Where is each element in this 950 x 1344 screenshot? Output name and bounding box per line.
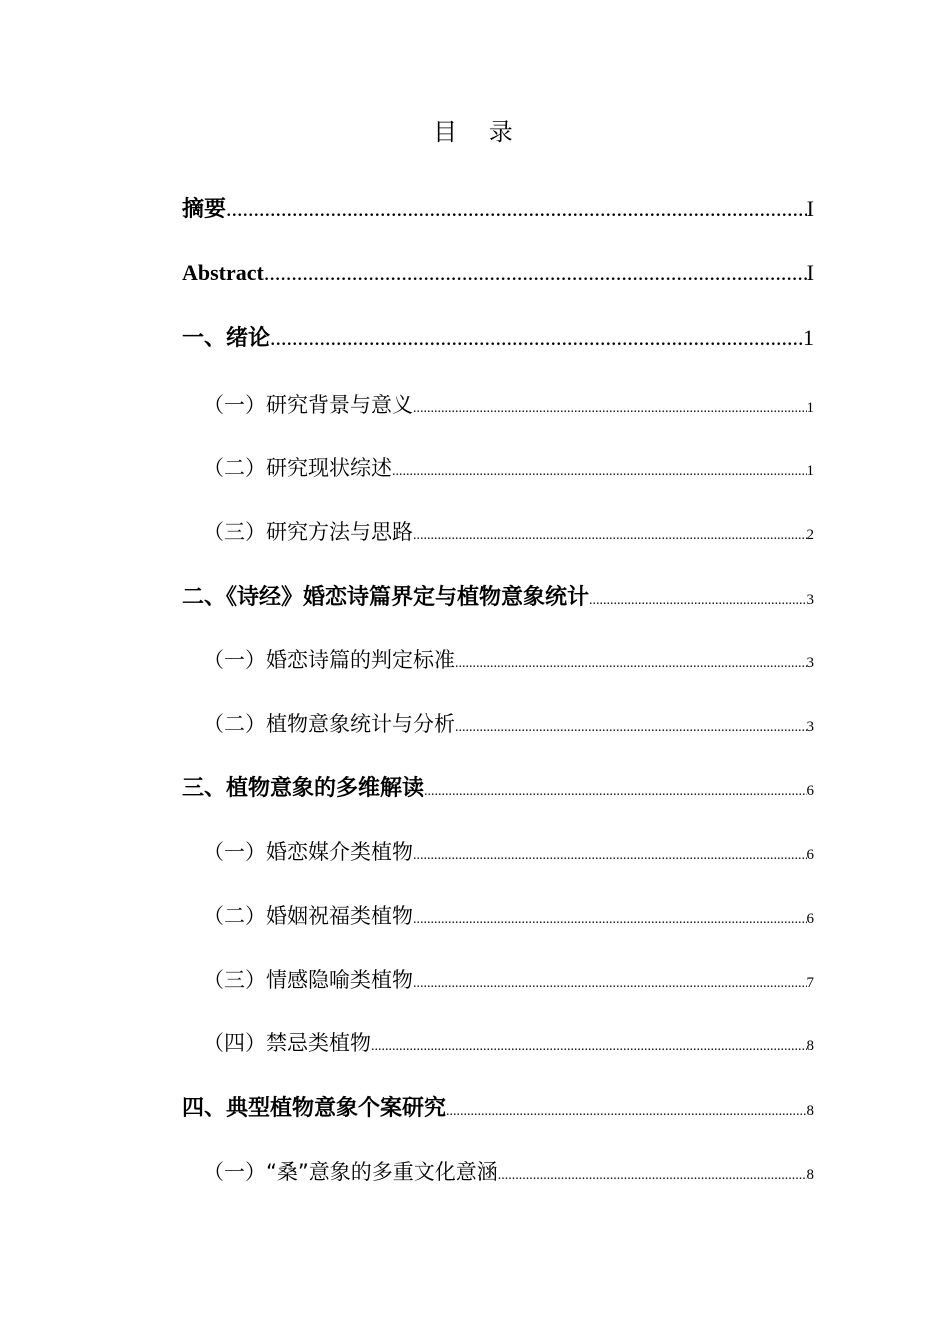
toc-page-number: 1: [806, 463, 814, 479]
toc-page-number: 1: [806, 400, 814, 416]
dot-leader: [270, 321, 803, 355]
toc-page-number: I: [806, 196, 814, 221]
dot-leader: [392, 456, 807, 484]
toc-entry-section-4-1[interactable]: [203, 1156, 814, 1188]
toc-entry-label: （四）禁忌类植物: [203, 1031, 371, 1055]
toc-page-number: 3: [806, 655, 814, 671]
toc-entry-label: 三、植物意象的多维解读: [182, 776, 425, 801]
toc-page-number: 3: [806, 719, 814, 735]
toc-entry-section-3-4[interactable]: [203, 1027, 814, 1059]
toc-entry-section-2-2[interactable]: [203, 708, 814, 740]
toc-entry-section-1-3[interactable]: [203, 516, 814, 548]
toc-page-number: 6: [806, 847, 814, 863]
toc-entry-label: 二、《诗经》婚恋诗篇界定与植物意象统计: [182, 585, 590, 610]
toc-entry-label: （二）植物意象统计与分析: [203, 712, 455, 736]
dot-leader: [413, 520, 807, 548]
toc-entry-section-2-1[interactable]: [203, 644, 814, 676]
toc-entry-label: （一）研究背景与意义: [203, 393, 413, 417]
dot-leader: [226, 192, 807, 226]
dot-leader: [498, 1160, 807, 1188]
toc-page-number: 7: [806, 975, 814, 991]
dot-leader: [446, 1095, 806, 1126]
toc-entry-label: （一）“桑”意象的多重文化意涵: [203, 1160, 498, 1184]
toc-title: 目 录: [433, 118, 525, 146]
toc-entry-label: （三）情感隐喻类植物: [203, 968, 413, 992]
dot-leader: [455, 712, 807, 740]
toc-entry-label: （三）研究方法与思路: [203, 520, 413, 544]
toc-page-number: 8: [806, 1103, 814, 1119]
toc-entry-label: 四、典型植物意象个案研究: [182, 1096, 447, 1121]
dot-leader: [589, 584, 806, 615]
toc-entry-label: （二）婚姻祝福类植物: [203, 904, 413, 928]
toc-entry-section-1-1[interactable]: [203, 389, 814, 421]
toc-entry-label: Abstract: [182, 260, 264, 285]
toc-entry-section-3-3[interactable]: [203, 964, 814, 996]
toc-entry-abstract-en[interactable]: [182, 256, 814, 290]
toc-entry-label: 摘要: [182, 197, 227, 222]
toc-entry-chapter-2[interactable]: [182, 581, 814, 615]
dot-leader: [413, 840, 807, 868]
toc-entry-section-3-1[interactable]: [203, 836, 814, 868]
dot-leader: [413, 968, 807, 996]
dot-leader: [424, 775, 806, 806]
toc-entry-chapter-3[interactable]: [182, 772, 814, 806]
toc-entry-chapter-1[interactable]: [182, 321, 814, 355]
toc-page-number: 3: [806, 592, 814, 608]
toc-page-number: 6: [806, 911, 814, 927]
dot-leader: [413, 904, 807, 932]
toc-entry-label: （一）婚恋诗篇的判定标准: [203, 648, 455, 672]
toc-page-number: 1: [803, 325, 814, 350]
toc-entry-label: （一）婚恋媒介类植物: [203, 840, 413, 864]
toc-page-number: 6: [806, 783, 814, 799]
toc-page-number: I: [806, 260, 814, 285]
dot-leader: [455, 648, 807, 676]
toc-page-number: 8: [806, 1167, 814, 1183]
toc-page-number: 2: [806, 527, 814, 543]
toc-entry-label: （二）研究现状综述: [203, 456, 392, 480]
toc-entry-section-3-2[interactable]: [203, 900, 814, 932]
toc-entry-label: 一、绪论: [182, 326, 271, 351]
dot-leader: [413, 393, 807, 421]
dot-leader: [264, 256, 807, 290]
toc-entry-section-1-2[interactable]: [203, 452, 814, 484]
toc-entry-abstract-zh[interactable]: [182, 192, 814, 226]
toc-page-number: 8: [806, 1038, 814, 1054]
toc-entry-chapter-4[interactable]: [182, 1092, 814, 1126]
dot-leader: [371, 1031, 807, 1059]
